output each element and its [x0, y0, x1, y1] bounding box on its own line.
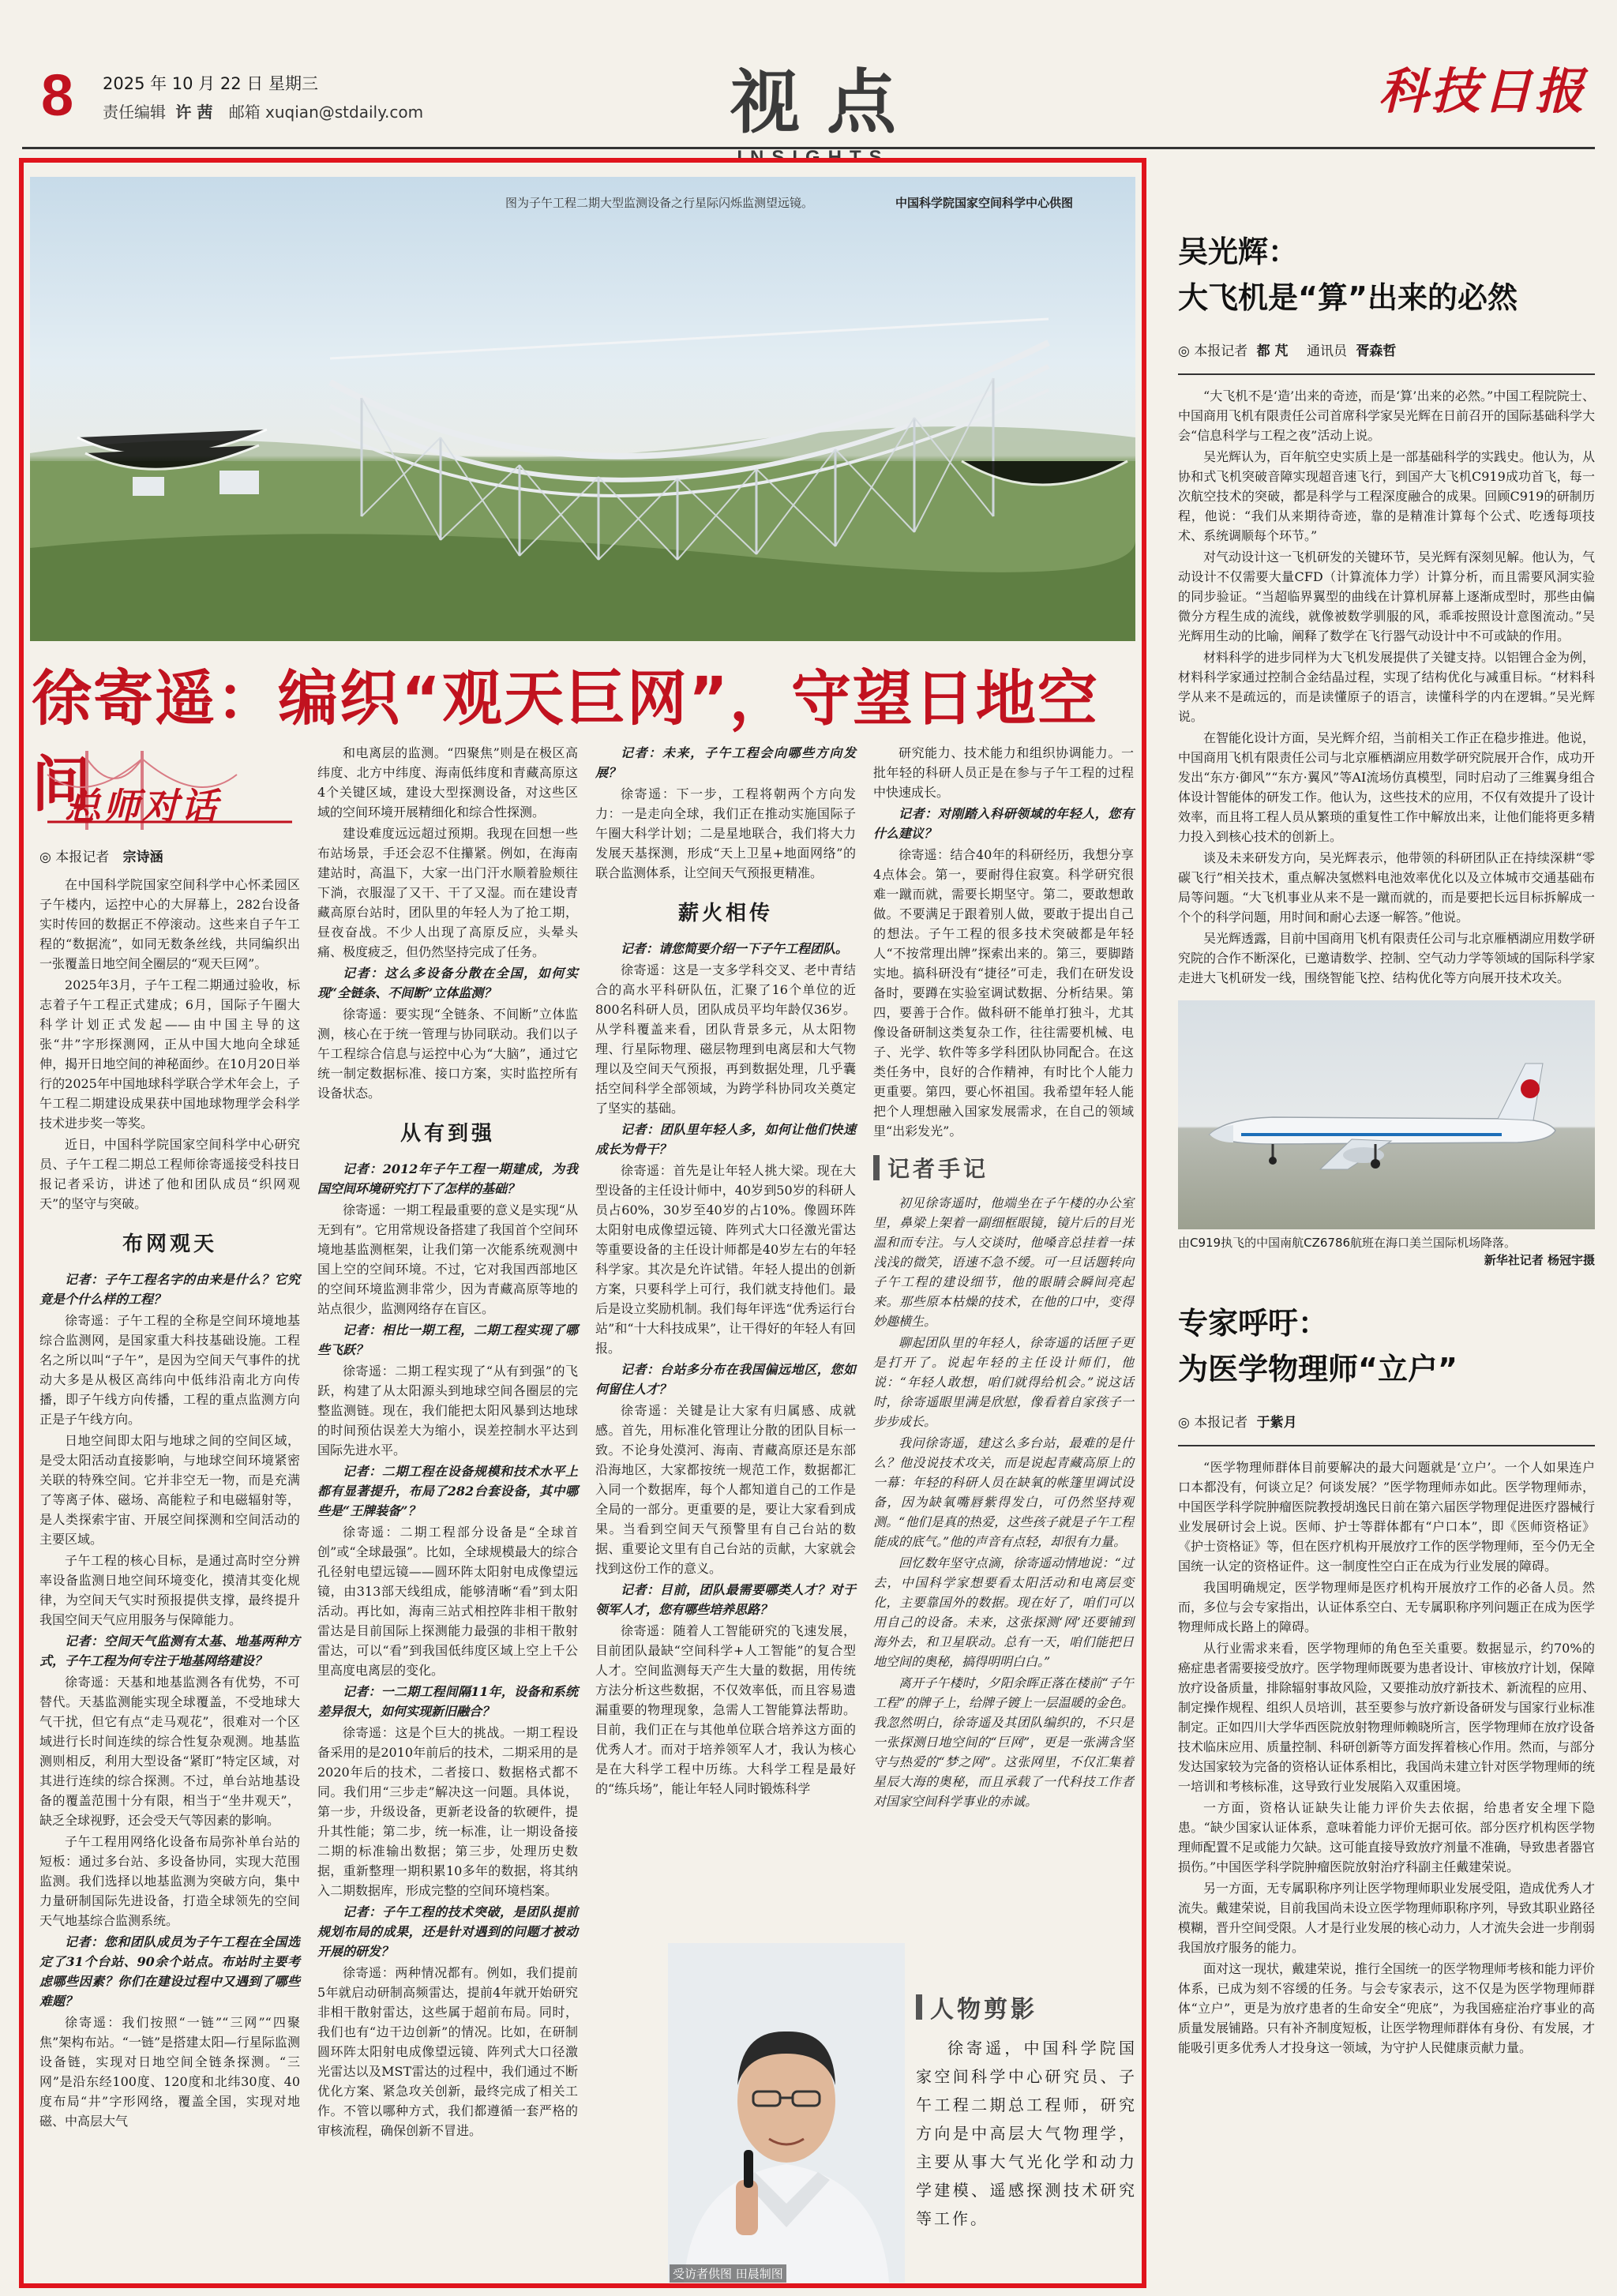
c919-credit: 新华社记者 杨冠宇摄: [1484, 1253, 1595, 1267]
question: 记者：团队里年轻人多，如何让他们快速成长为骨干？: [595, 1122, 856, 1157]
story1-byline-label: 本报记者: [1194, 343, 1248, 359]
answer: 徐寄遥：二期工程实现了“从有到强”的飞跃，构建了从太阳源头到地球空间各圈层的完整监测链。现在，我们能把太阳风暴到达地球的时间预估误差大为缩小，误差控制水平达到国际先进水平。: [317, 1364, 578, 1458]
profile-bar: [916, 1994, 922, 2020]
column-4: [873, 743, 1134, 1813]
answer: 徐寄遥：一期工程最重要的意义是实现“从无到有”。它用常规设备搭建了我国首个空间环境地基监测框架，让我们第一次能系统观测中国上空的空间环境。不过，它对我国西部地区的空间环境监测非常少，因为青藏高原等地的站点很少，监测网络存在盲区。: [317, 1202, 578, 1316]
mail-address[interactable]: xuqian@stdaily.com: [265, 103, 424, 122]
paragraph: 2025年3月，子午工程二期通过验收，标志着子午工程正式建成；6月，国际子午圈大科学计划正式发起——由中国主导的这张“井”字形探测网，正从中国大地向全球延伸，揭开日地空间的神秘面纱。在10月20日举行的2025年中国地球科学联合学术年会上，子午工程二期建设成果获中国地球物理学会科学技术进步奖一等奖。: [39, 977, 300, 1131]
story1-byline-name: 都 芃: [1256, 343, 1289, 359]
paragraph: “大飞机不是‘造’出来的奇迹，而是‘算’出来的必然。”中国工程院院士、中国商用飞机有限责任公司首席科学家吴光辉在日前召开的国际基础科学大会“信息科学与工程之夜”活动上说。: [1178, 388, 1596, 443]
paragraph: 另一方面，无专属职称序列让医学物理师职业发展受阻，造成优秀人才流失。戴建荣说，目前我国尚未设立医学物理师职称序列，导致其职业路径模糊，晋升空间受限。人才是行业发展的核心动力，人才流失会进一步削弱我国放疗服务的能力。: [1178, 1881, 1596, 1955]
reporter-note-title: 记者手记: [887, 1156, 989, 1182]
column-3: [595, 743, 856, 1800]
answer: 徐寄遥：二期工程部分设备是“全球首创”或“全球最强”。比如，全球规模最大的综合孔径射电望远镜——圆环阵太阳射电成像望远镜，由313部天线组成，能够清晰“看”到太阳活动。再比如，海南三站式相控阵非相干散射雷达是目前国际上探测能力最强的非相干散射雷达，可以“看”到我国低纬度区域上空上千公里高度电离层的变化。: [317, 1525, 578, 1678]
story1-title-line1: 吴光辉：: [1178, 234, 1299, 269]
story1-rule: [1178, 373, 1595, 375]
page-number: 8: [41, 62, 74, 128]
answer: 日地空间即太阳与地球之间的空间区域，是受太阳活动直接影响，与地球空间环境紧密关联的特殊空间。它并非空无一物，而是充满了等离子体、磁场、高能粒子和电磁辐射等，是人类探索宇宙、开展空间探测和空间活动的主要区域。: [39, 1433, 300, 1547]
question: 记者：这么多设备分散在全国，如何实现“全链条、不间断”立体监测？: [317, 966, 578, 1000]
paragraph: 和电离层的监测。“四聚焦”则是在极区高纬度、北方中纬度、海南低纬度和青藏高原这4个关键区域，建设大型探测设备，对这些区域的空间环境开展精细化和综合性探测。: [317, 745, 578, 820]
editor-name: 许 茜: [175, 103, 213, 122]
byline-name: 宗诗涵: [122, 850, 163, 865]
question: 记者：您和团队成员为子午工程在全国选定了31个台站、90余个站点。布站时主要考虑哪些因素？你们在建设过程中又遇到了哪些难题？: [39, 1934, 300, 2009]
paragraph: 从行业需求来看，医学物理师的角色至关重要。数据显示，约70%的癌症患者需要接受放疗。医学物理师既要为患者设计、审核放疗计划，保障放疗设备质量，排除辐射事故风险，又要推动放疗新技术、新流程的应用、制定操作规程、组织人员培训，甚至要参与放疗新设备研发与国家行业标准制定。正如四川大学华西医院放射物理师赖晓所言，医学物理师在放疗设备技术临床应用、质量控制、科研创新等方面发挥着核心作用。然而，与部分发达国家较为完备的资格认证体系相比，我国尚未建立针对医学物理师的统一培训和考核标准，这导致行业发展陷入双重困境。: [1178, 1641, 1596, 1794]
answer: 徐寄遥：首先是让年轻人挑大梁。现在大型设备的主任设计师中，40岁到50岁的科研人员占60%，30岁至40岁的占10%。像圆环阵太阳射电成像望远镜、阵列式大口径激光雷达等重要设备的主任设计师都是40岁左右的年轻科学家。其次是允许试错。年轻人提出的创新方案，只要科学上可行，我们就支持他们。最后是设立奖励机制。我们每年评选“优秀运行台站”和“十大科技成果”，让干得好的年轻人有回报。: [595, 1163, 856, 1356]
answer: 子午工程的核心目标，是通过高时空分辨率设备监测日地空间环境变化，摸清其变化规律，为空间天气实时预报提供支撑，最终提升我国空间天气应用服务与保障能力。: [39, 1553, 300, 1627]
dialogue-badge-label: 总师对话: [65, 785, 219, 827]
hero-photo: [30, 177, 1135, 641]
subhead-cong-you-dao-qiang: 从有到强: [400, 1122, 495, 1146]
question: 记者：一二期工程间隔11年，设备和系统差异很大，如何实现新旧融合？: [317, 1684, 578, 1719]
paragraph: 吴光辉透露，目前中国商用飞机有限责任公司与北京雁栖湖应用数学研究院的合作不断深化，已邀请数学、控制、空气动力学等领域的国际科学家走进大飞机研发一线，围绕智能飞控、结构优化等方向展开技术攻关。: [1178, 931, 1596, 985]
column-2: [317, 743, 578, 2142]
story2-title: [1178, 1300, 1595, 1392]
editor-line: [103, 99, 423, 122]
paragraph: 吴光辉认为，百年航空史实质上是一部基础科学的实践史。他认为，从协和式飞机突破音障实现超音速飞行，到国产大飞机C919成功首飞，每一次航空技术的突破，都是科学与工程深度融合的成果。回顾C919的研制历程，他说：“我们从来期待奇迹，靠的是精准计算每个公式、吃透每项技术、系统调顺每个环节。”: [1178, 449, 1596, 543]
c919-caption-text: 由C919执飞的中国南航CZ6786航班在海口美兰国际机场降落。: [1178, 1236, 1517, 1250]
paragraph: 对气动设计这一飞机研发的关键环节，吴光辉有深刻见解。他认为，气动设计不仅需要大量CFD（计算流体力学）计算分析，而且需要风洞实验的同步验证。“当超临界翼型的曲线在计算机屏幕上逐渐成型时，那些由偏微分方程生成的流线，就像被数学驯服的风，乖乖按照设计意图流动。”吴光辉用生动的比喻，阐释了数学在飞行器气动设计中不可或缺的作用。: [1178, 550, 1596, 643]
note-paragraph: 聊起团队里的年轻人，徐寄遥的话匣子更是打开了。说起年轻的主任设计师们，他说：“年轻人敢想，咱们就得给机会。”说这话时，徐寄遥眼里满是欣慰，像看着自家孩子一步步成长。: [873, 1335, 1134, 1429]
profile-box: [916, 1979, 1137, 2233]
note-paragraph: 我问徐寄遥，建这么多台站，最难的是什么？他没说技术攻关，而是说起青藏高原上的一幕：年轻的科研人员在缺氧的帐篷里调试设备，因为缺氧嘴唇紫得发白，可仍然坚持观测。“他们是真的热爱，这些孩子就是子午工程能成的底气。”他的声音有点轻，却很有力量。: [873, 1435, 1134, 1549]
hero-caption: 图为子午工程二期大型监测设备之行星际闪烁监测望远镜。: [505, 196, 814, 210]
story2-body: [1178, 1458, 1595, 2058]
answer: 徐寄遥：结合40年的科研经历，我想分享4点体会。第一，要耐得住寂寞。科学研究很难一蹴而就，需要长期坚守。第二，要敢想敢做。不要满足于跟着别人做，要敢于提出自己的想法。子午工程的很多技术突破都是年轻人“不按常理出牌”探索出来的。第三，要脚踏实地。搞科研没有“捷径”可走，我们在研发设备时，要蹲在实验室调试数据、分析结果。第四，要善于合作。做科研不能单打独斗，尤其像设备研制这类复杂工作，往往需要机械、电子、光学、软件等多学科团队协同配合。在这类任务中，良好的合作精神，有时比个人能力更重要。第四，要心怀祖国。我希望年轻人能把个人理想融入国家发展需求，在自己的领域里“出彩发光”。: [873, 847, 1134, 1139]
answer: 徐寄遥：两种情况都有。例如，我们提前5年就启动研制高频雷达，提前4年就开始研究非相干散射雷达，这些属于超前布局。同时，我们也有“边干边创新”的情况。比如，在研制圆环阵太阳射电成像望远镜、阵列式大口径激光雷达以及MST雷达的过程中，我们通过不断优化方案、紧急攻关创新，最终完成了相关工作。不管以哪种方式，我们都遵循一套严格的审核流程，确保创新不冒进。: [317, 1965, 578, 2138]
paragraph: 建设难度远远超过预期。我现在回想一些布站场景，手还会忍不住攥紧。例如，在海南建站时，高温下，大家一出门汗水顺着脸颊往下淌，衣服湿了又干、干了又湿。而在建设青藏高原台站时，团队里的年轻人为了抢工期，昼夜奋战。不少人出现了高原反应，头晕头痛、极度疲乏，但仍然坚持完成了任务。: [317, 826, 578, 959]
newspaper-logo: 科技日报: [1379, 62, 1588, 120]
reporter-note-header: [873, 1152, 1134, 1184]
c919-caption: [1178, 1234, 1595, 1269]
profile-header: [916, 1990, 1137, 2024]
masthead: [0, 0, 1617, 158]
reporter-note-body: [873, 1193, 1134, 1811]
date-line: 2025 年 10 月 22 日 星期三: [103, 74, 318, 93]
question: 记者：请您简要介绍一下子午工程团队。: [621, 941, 849, 956]
note-bar: [873, 1155, 880, 1180]
section-cn: 视点: [730, 62, 923, 143]
byline-icon: ◎: [39, 850, 51, 865]
byline-icon: ◎: [1178, 1415, 1190, 1431]
story2-rule: [1178, 1445, 1595, 1446]
airplane-illustration: [1178, 1000, 1595, 1229]
profile-text: 徐寄遥，中国科学院国家空间科学中心研究员、子午工程二期总工程师，研究方向是中高层大气物理学，主要从事大气光化学和动力学建模、遥感探测技术研究等工作。: [916, 2039, 1137, 2228]
story1-byline-name2: 胥森哲: [1356, 343, 1397, 359]
byline-label: 本报记者: [55, 850, 110, 865]
answer: 徐寄遥：下一步，工程将朝两个方向发力：一是走向全球，我们正在推动实施国际子午圈大科学计划；二是星地联合，我们将大力发展天基探测，形成“天上卫星+地面网络”的联合监测体系，让空间天气预报更精准。: [595, 786, 856, 880]
story1-byline: [1178, 340, 1595, 359]
question: 记者：未来，子午工程会向哪些方向发展？: [595, 745, 856, 780]
paragraph: 面对这一现状，戴建荣说，推行全国统一的医学物理师考核和能力评价体系，已成为刻不容缓的任务。与会专家表示，这不仅是为医学物理师群体“立户”，更是为放疗患者的生命安全“兜底”，为我国癌症治疗事业的高质量发展铺路。只有补齐制度短板，让医学物理师群体有身份、有发展，才能吸引更多优秀人才投身这一领域，为守护人民健康贡献力量。: [1178, 1961, 1596, 2055]
story2-byline-name: 于紫月: [1256, 1415, 1297, 1431]
paragraph: 研究能力、技术能力和组织协调能力。一批年轻的科研人员正是在参与子午工程的过程中快速成长。: [873, 745, 1134, 800]
paragraph: 我国明确规定，医学物理师是医疗机构开展放疗工作的必备人员。然而，多位与会专家指出，认证体系空白、无专属职称序列问题正在成为医学物理师成长路上的障碍。: [1178, 1580, 1596, 1634]
answer: 徐寄遥：我们按照“一链”“三网”“四聚焦”架构布站。“一链”是搭建太阳—行星际监测设备链，实现对日地空间全链条探测。“三网”是沿东经100度、120度和北纬30度、40度布局“井”字形网络，覆盖全国，实现对地磁、中高层大气: [39, 2015, 300, 2129]
telescope-array-illustration: [30, 177, 1135, 641]
question: 记者：子午工程名字的由来是什么？它究竟是个什么样的工程？: [39, 1272, 300, 1307]
paragraph: 材料科学的进步同样为大飞机发展提供了关键支持。以铝锂合金为例，材料科学家通过控制合金结晶过程，实现了结构优化与减重目标。“材料科学从来不是疏远的，而是读懂原子的语言，读懂科学的内在逻辑。”吴光辉说。: [1178, 650, 1596, 724]
paragraph: 谈及未来研发方向，吴光辉表示，他带领的科研团队正在持续深耕“零碳飞行”相关技术，重点解决氢燃料电池效率优化以及立体城市交通基础布局等问题。“大飞机事业从来不是一蹴而就的，而是要把长远目标拆解成一个个的科学问题，用时间和耐心去逐一解答。”他说。: [1178, 850, 1595, 925]
story2-byline: [1178, 1411, 1595, 1431]
byline: [39, 846, 300, 865]
paragraph: 在中国科学院国家空间科学中心怀柔园区子午楼内，运控中心的大屏幕上，282台设备实时传回的数据正不停滚动。这些来自子午工程的“数据流”，如同无数条丝线，共同编织出一张覆盖日地空间全圈层的“观天巨网”。: [39, 877, 300, 971]
question: 记者：目前，团队最需要哪类人才？对于领军人才，您有哪些培养思路？: [595, 1582, 856, 1617]
answer: 徐寄遥：关键是让大家有归属感、成就感。首先，用标准化管理让分散的团队目标一致。不论身处漠河、海南、青藏高原还是东部沿海地区，大家都按统一规范工作，数据都汇入同一个数据库，每个人都知道自己的工作是全局的一部分。更重要的是，要让大家看到成果。当看到空间天气预警里有自己台站的数据、重要论文里有自己台站的贡献，大家就会找到这份工作的意义。: [595, 1403, 856, 1576]
column-1: [39, 743, 300, 2133]
answer: 徐寄遥：天基和地基监测各有优势，不可替代。天基监测能实现全球覆盖，不受地球大气干扰，但它有点“走马观花”，很难对一个区域进行长时间连续的综合性复杂观测。地基监测则相反，利用大型设备“紧盯”特定区域，对其进行连续的综合探测。不过，单台站地基设备的覆盖范围十分有限，相当于“坐井观天”，缺乏全球视野，还会受天气等因素的影响。: [39, 1675, 300, 1828]
note-paragraph: 回忆数年坚守点滴，徐寄遥动情地说：“过去，中国科学家想要看太阳活动和电离层变化，主要靠国外的数据。现在好了，咱们可以用自己的设备。未来，这张探测‘网’还要铺到海外去，和卫星联动。总有一天，咱们能把日地空间的奥秘，搞得明明白白。”: [873, 1555, 1134, 1669]
subhead-bu-wang: 布网观天: [122, 1232, 217, 1256]
answer: 徐寄遥：要实现“全链条、不间断”立体监测，核心在于统一管理与协同联动。我们以子午工程综合信息与运控中心为“大脑”，通过它统一制定数据标准、接口方案，实时监控所有设备状态。: [317, 1007, 578, 1101]
feature-headline: 徐寄遥：编织“观天巨网”，守望日地空间: [32, 663, 1099, 820]
right-column: [1178, 229, 1595, 2059]
question: 记者：子午工程的技术突破，是团队提前规划布局的成果，还是针对遇到的问题才被动开展的研发？: [317, 1904, 578, 1959]
dialogue-badge: [39, 743, 300, 838]
question: 记者：二期工程在设备规模和技术水平上都有显著提升，布局了282台套设备，其中哪些是“王牌装备”？: [317, 1464, 578, 1518]
portrait-credit: 受访者供图 田晨制图: [670, 2264, 786, 2283]
byline-icon: ◎: [1178, 343, 1190, 359]
note-paragraph: 初见徐寄遥时，他端坐在子午楼的办公室里，鼻梁上架着一副细框眼镜，镜片后的目光温和而专注。与人交谈时，他嗓音总挂着一抹浅浅的微笑，语速不急不缓。可一旦话题转向子午工程的建设细节，他的眼睛会瞬间亮起来。那些原本枯燥的技术，在他的口中，变得妙趣横生。: [873, 1195, 1134, 1329]
feature-story: [19, 158, 1146, 2288]
note-paragraph: 离开子午楼时，夕阳余晖正落在楼前“子午工程”的牌子上，给牌子镀上一层温暖的金色。我忽然明白，徐寄遥及其团队编织的，不只是一张探测日地空间的“巨网”，更是一张满含坚守与热爱的“梦之网”。这张网里，不仅汇集着星辰大海的奥秘，而且承载了一代科技工作者对国家空间科学事业的赤诚。: [873, 1675, 1134, 1809]
answer: 徐寄遥：子午工程的全称是空间环境地基综合监测网，是国家重大科技基础设施。工程名之所以叫“子午”，是因为空间天气事件的扰动大多是从极区高纬向中低纬沿南北方向传播，即子午线方向传播，工程的重点监测方向正是子午线方向。: [39, 1313, 300, 1427]
subhead-xin-huo-xiang-chuan: 薪火相传: [677, 902, 773, 925]
story2-title-line1: 专家呼吁：: [1178, 1306, 1329, 1341]
story2-byline-label: 本报记者: [1194, 1415, 1248, 1431]
story1-byline-label2: 通讯员: [1306, 343, 1347, 359]
paragraph: 在智能化设计方面，吴光辉介绍，当前相关工作正在稳步推进。他说，中国商用飞机有限责任公司与北京雁栖湖应用数学研究院展开合作，成功开发出“东方·御风”“东方·翼风”等AI流场仿真模型，同时启动了三维翼身组合体设计智能体的研发工作。他认为，这些技术的应用，不仅有效提升了设计效率，而且将工程人员从繁琐的重复性工作中解放出来，让他们能将更多精力投入到核心技术的创新上。: [1178, 730, 1596, 844]
profile-title: 人物剪影: [930, 1996, 1037, 2024]
question: 记者：2012年子午工程一期建成，为我国空间环境研究打下了怎样的基础？: [317, 1161, 578, 1196]
story1-title-line2: 大飞机是“算”出来的必然: [1178, 280, 1518, 315]
masthead-rule: [22, 147, 1595, 149]
mail-label: 邮箱: [228, 103, 261, 122]
question: 记者：对刚踏入科研领域的年轻人，您有什么建议？: [873, 806, 1134, 841]
paragraph: 近日，中国科学院国家空间科学中心研究员、子午工程二期总工程师徐寄遥接受科技日报记者采访，讲述了他和团队成员“织网观天”的坚守与突破。: [39, 1137, 300, 1211]
answer: 徐寄遥：这是个巨大的挑战。一期工程设备采用的是2010年前后的技术，二期采用的是2020年后的技术，二者接口、数据格式都不同。我们用“三步走”解决这一问题。具体说，第一步，升级设备，更新老设备的软硬件，提升其性能；第二步，统一标准，让一期设备接二期的标准输出数据；第三步，处理历史数据，重新整理一期积累10多年的数据，将其纳入二期数据库，形成完整的空间环境档案。: [317, 1725, 578, 1898]
question: 记者：相比一期工程，二期工程实现了哪些飞跃？: [317, 1322, 578, 1357]
answer: 徐寄遥：随着人工智能研究的飞速发展，目前团队最缺“空间科学+人工智能”的复合型人才。空间监测每天产生大量的数据，用传统方法分析这些数据，不仅效率低，而且容易遗漏重要的物理现象，急需人工智能算法帮助。目前，我们正在与其他单位联合培养这方面的优秀人才。而对于培养领军人才，我认为核心是在大科学工程中历练。大科学工程是最好的“练兵场”，能让年轻人同时锻炼科学: [595, 1623, 856, 1796]
answer: 徐寄遥：这是一支多学科交叉、老中青结合的高水平科研队伍，汇聚了16个单位的近800名科研人员，团队成员平均年龄仅36岁。从学科覆盖来看，团队背景多元，从太阳物理、行星际物理、磁层物理到电离层和大气物理以及空间天气预报，再到数据处理，几乎囊括空间科学全部领域，为跨学科协同攻关奠定了坚实的基础。: [595, 962, 856, 1116]
question: 记者：空间天气监测有太基、地基两种方式，子午工程为何专注于地基网络建设？: [39, 1634, 300, 1668]
story1-title: [1178, 229, 1595, 321]
c919-photo: [1178, 1000, 1595, 1229]
hero-credit: 中国科学院国家空间科学中心供图: [895, 196, 1074, 210]
editor-label: 责任编辑: [103, 103, 166, 122]
portrait-photo: [668, 1943, 905, 2283]
section-title: [695, 47, 932, 169]
paragraph: “医学物理师群体目前要解决的最大问题就是‘立户’。一个人如果连户口本都没有，何谈立足？何谈发展？”医学物理师赤如此。医学物理师赤，中国医学科学院肿瘤医院教授胡逸民日前在第六届医学物理促进医疗器械行业发展研讨会上说。医师、护士等群体都有“户口本”，即《医师资格证》《护士资格证》等，但在医疗机构开展放疗工作的医学物理师，至今仍无全国统一认定的资格证件。这一制度性空白正在成为行业发展的障碍。: [1178, 1460, 1596, 1574]
story1-body: [1178, 386, 1595, 988]
paragraph: 一方面，资格认证缺失让能力评价失去依据，给患者安全埋下隐患。“缺少国家认证体系，意味着能力评价无据可依。部分医疗机构医学物理师配置不足或能力欠缺。这可能直接导致放疗剂量不准确，导致患者器官损伤。”中国医学科学院肿瘤医院放射治疗科副主任戴建荣说。: [1178, 1800, 1596, 1874]
answer: 子午工程用网络化设备布局弥补单台站的短板：通过多台站、多设备协同，实现大范围监测。我们选择以地基监测为突破方向，集中力量研制国际先进设备，打造全球领先的空间天气地基综合监测系统。: [39, 1834, 300, 1928]
question: 记者：台站多分布在我国偏远地区，您如何留住人才？: [595, 1362, 856, 1397]
story2-title-line2: 为医学物理师“立户”: [1178, 1352, 1458, 1386]
